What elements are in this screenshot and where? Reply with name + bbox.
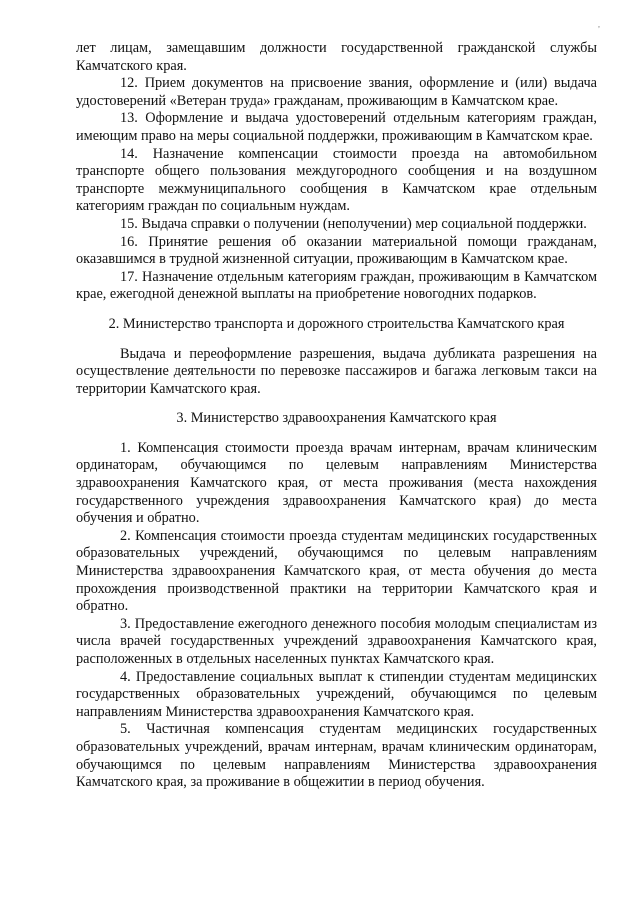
document-body [76,40,597,792]
paragraph-health-1: 1. Компенсация стоимости проезда врачам интернам, врачам клиническим ординаторам, обучающимся по целевым направлениям Министерства здравоохранения Камчатского края, от места проживания (места нахождения государственного учреждения здравоохранения Камчатского края) до места обучения и обратно. [76,439,597,527]
paragraph-item-15: 15. Выдача справки о получении (неполучении) мер социальной поддержки. [120,215,587,232]
paragraph-health-4: 4. Предоставление социальных выплат к стипендии студентам медицинских государственных образовательных учреждений, обучающимся по целевым направлениям Министерства здравоохранения Камчатского края. [76,668,597,720]
section-heading-2: 2. Министерство транспорта и дорожного строительства Камчатского края [108,315,565,332]
paragraph-item-16: 16. Принятие решения об оказании материальной помощи гражданам, оказавшимся в трудной жизненной ситуации, проживающим в Камчатском крае. [76,233,597,268]
paragraph-transport: Выдача и переоформление разрешения, выдача дубликата разрешения на осуществление деятельности по перевозке пассажиров и багажа легковым такси на территории Камчатского края. [76,345,597,397]
corner-mark: , [598,20,600,29]
section-heading-3: 3. Министерство здравоохранения Камчатского края [176,410,497,427]
paragraph-item-12: 12. Прием документов на присвоение звания, оформление и (или) выдача удостоверений «Ветеран труда» гражданам, проживающим в Камчатском крае. [76,75,597,109]
paragraph-item-17: 17. Назначение отдельным категориям граждан, проживающим в Камчатском крае, ежегодной денежной выплаты на приобретение новогодних подарков. [76,268,597,303]
paragraph-continuation: лет лицам, замещавшим должности государственной гражданской службы Камчатского края. [76,40,597,74]
paragraph-health-3: 3. Предоставление ежегодного денежного пособия молодым специалистам из числа врачей государственных учреждений здравоохранения Камчатского края, расположенных в отдельных населенных пунктах Камчатского края. [76,615,597,667]
paragraph-item-14: 14. Назначение компенсации стоимости проезда на автомобильном транспорте общего пользования междугородного сообщения и на воздушном транспорте межмуниципального сообщения в Камчатском крае отдельным категориям граждан по социальным нуждам. [76,145,597,215]
paragraph-item-13: 13. Оформление и выдача удостоверений отдельным категориям граждан, имеющим право на меры социальной поддержки, проживающим в Камчатском крае. [76,110,597,144]
paragraph-health-5: 5. Частичная компенсация студентам медицинских государственных образовательных учреждений, врачам интернам, врачам клиническим ординаторам, обучающимся по целевым направлениям Министерства здравоохранения Камчатского края, за проживание в общежитии в период обучения. [76,721,597,791]
paragraph-health-2: 2. Компенсация стоимости проезда студентам медицинских государственных образовательных учреждений, обучающимся по целевым направлениям Министерства здравоохранения Камчатского края, от места обучения до места прохождения производственной практики на территории Камчатского края и обратно. [76,527,597,615]
